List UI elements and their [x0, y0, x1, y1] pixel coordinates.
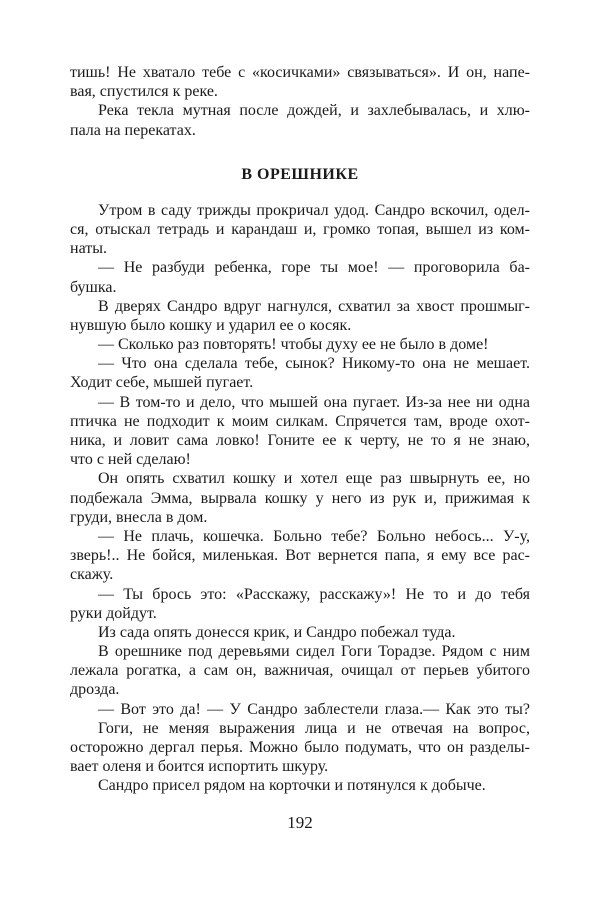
text-line: — Что она сделала тебе, сынок? Никому-то она не мешает.: [98, 355, 530, 373]
paragraph: [70, 63, 530, 101]
text-line: нувшую было кошку и ударил ее о косяк.: [70, 316, 352, 334]
paragraph: [70, 258, 530, 296]
text-line: груди, внесла в дом.: [70, 508, 208, 526]
text-line: что с ней сделаю!: [70, 451, 191, 469]
text-line: Гоги, не меняя выражения лица и не отвечая на вопрос,: [98, 719, 530, 737]
text-line: скажу.: [70, 566, 114, 584]
text-line: вая, спустился к реке.: [70, 83, 218, 101]
paragraph: [70, 623, 530, 642]
paragraph: [70, 642, 530, 700]
paragraph: [70, 700, 530, 719]
text-line: — Вот это да! — У Сандро заблестели глаза.— Как это ты?: [98, 700, 530, 718]
text-line: подбежала Эмма, вырвала кошку у него из рук и, прижимая к: [70, 489, 530, 507]
text-line: В дверях Сандро вдруг нагнулся, схватил за хвост прошмыг-: [98, 297, 530, 315]
text-line: Сандро присел рядом на корточки и потянулся к добыче.: [98, 777, 486, 795]
text-line: лежала рогатка, а сам он, важничая, очищал от перьев убитого: [70, 662, 530, 680]
text-line: Ходит себе, мышей пугает.: [70, 374, 254, 392]
paragraph: [70, 297, 530, 335]
text-line: птичка не подходит к моим силкам. Спрячется там, вроде охот-: [70, 412, 530, 430]
paragraph: [70, 719, 530, 777]
text-line: Из сада опять донесся крик, и Сандро побежал туда.: [98, 623, 456, 641]
text-line: зверь!.. Не бойся, миленькая. Вот вернется папа, я ему все рас-: [70, 547, 530, 565]
paragraph: [70, 101, 530, 139]
paragraph: [70, 201, 530, 259]
text-line: — Ты брось это: «Расскажу, расскажу»! Не то и до тебя: [98, 585, 530, 603]
text-line: — Не плачь, кошечка. Больно тебе? Больно небось... У-у,: [98, 527, 530, 545]
page-number: 192: [287, 813, 313, 832]
text-line: Он опять схватил кошку и хотел еще раз швырнуть ее, но: [98, 470, 530, 488]
text-line: — Не разбуди ребенка, горе ты мое! — проговорила ба-: [98, 259, 530, 277]
text-line: Река текла мутная после дождей, и захлебывалась, и хлю-: [98, 102, 530, 120]
chapter-heading: В ОРЕШНИКЕ: [241, 165, 359, 183]
text-line: тишь! Не хватало тебе с «косичками» связываться». И он, напе-: [70, 64, 530, 81]
text-line: — В том-то и дело, что мышей она пугает. Из-за нее ни одна: [98, 393, 530, 411]
text-line: Утром в саду трижды прокричал удод. Сандро вскочил, одел-: [98, 201, 530, 219]
text-line: осторожно дергал перья. Можно было подумать, что он разделы-: [70, 739, 530, 756]
paragraph: [70, 393, 530, 470]
text-line: дрозда.: [70, 681, 120, 699]
text-line: В орешнике под деревьями сидел Гоги Торадзе. Рядом с ним: [98, 643, 530, 661]
paragraph: [70, 335, 530, 354]
paragraph: [70, 354, 530, 392]
text-line: вает оленя и боится испортить шкуру.: [70, 758, 329, 776]
text-line: руки дойдут.: [70, 604, 157, 622]
paragraph: [70, 585, 530, 623]
text-line: ся, отыскал тетрадь и карандаш и, громко топая, вышел из ком-: [70, 220, 530, 238]
book-page: [70, 63, 530, 796]
text-line: бушка.: [70, 278, 117, 296]
paragraph: [70, 527, 530, 585]
text-line: ника, и ловит сама ловко! Гоните ее к черту, не то я не знаю,: [70, 432, 530, 449]
paragraph: [70, 776, 530, 795]
text-line: пала на перекатах.: [70, 121, 196, 139]
text-line: — Сколько раз повторять! чтобы духу ее не было в доме!: [98, 336, 489, 354]
paragraph: [70, 469, 530, 527]
text-line: наты.: [70, 240, 107, 258]
